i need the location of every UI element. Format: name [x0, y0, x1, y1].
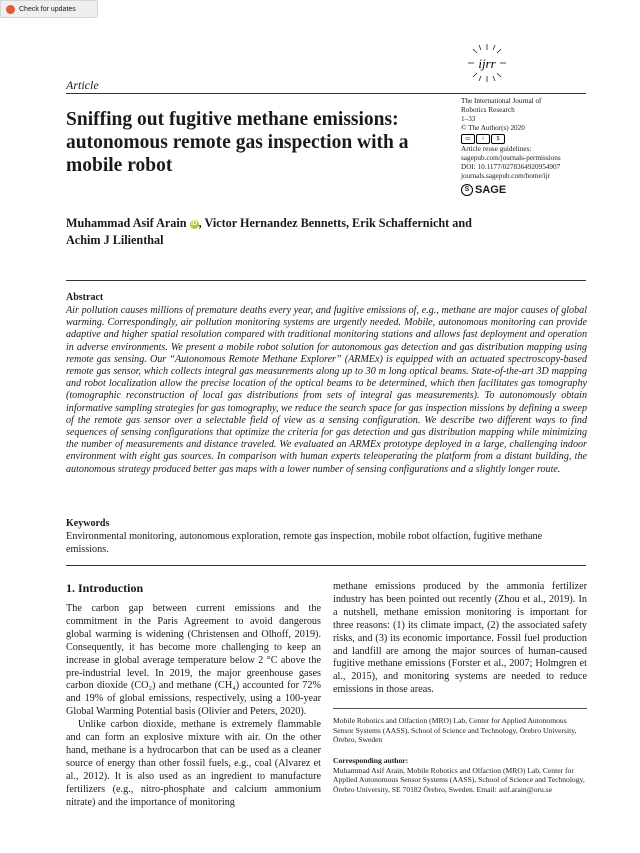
check-for-updates-label: Check for updates — [19, 5, 76, 13]
header-divider — [66, 93, 586, 94]
keywords-text: Environmental monitoring, autonomous exploration, remote gas inspection, mobile robot olfaction, fugitive methane emissions. — [66, 531, 543, 555]
abstract-text: Air pollution causes millions of premature deaths every year, and fugitive emissions of, e.g., methane are major causes of global warming. Correspondingly, air pollution monitoring systems are urgently needed. Mobile, autonomous monitoring can provide adaptive and higher spatial resolution compared with traditional monitoring stations and allows fast deployment and operation in adverse environments. We present a mobile robot solution for autonomous gas detection and gas distribution mapping using remote gas sensing. Our “Autonomous Remote Methane Explorer” (ARMEx) is equipped with an actuated spectroscopy-based remote gas sensor, which collects integral gas measurements along up to 30 m long optical beams. State-of-the-art 3D mapping and robot localization allow the precise location of the optical beams to be determined, which then facilitates gas tomography (tomographic reconstruction of local gas distributions from sets of integral gas measurements). To autonomously obtain informative sampling strategies for gas tomography, we reduce the search space for gas inspection missions by defining a sweep of the remote gas sensor over a selectable field of view as a sensing configuration. We describe two different ways to find sequences of sensing configurations that optimize the criteria for gas detection and gas distribution mapping while minimizing the number of measurements and distance traveled. We evaluated an ARMEx prototype deployed in a large, challenging indoor environment with eight gas sources. In comparison with human experts teleoperating the platform from a distant building, the autonomous strategy produced better gas maps with a lower number of sensing configurations and a slightly longer route. — [66, 305, 587, 475]
author-list — [66, 215, 516, 249]
corresponding-author-heading: Corresponding author: — [333, 756, 409, 765]
journal-url[interactable]: journals.sagepub.com/home/ijr — [461, 172, 551, 180]
intro-paragraph-1: The carbon gap between current emissions and the commitment in the Paris Agreement to avoid dangerous global warming is widening (Christensen and Olhoff, 2019). Consequently, it has become more challenging to keep an increase in global average temperature below 2 °C above the pre-industrial level. In 2019, the major greenhouse gases carbon dioxide (CO₂) and methane (CH₄) accounted for 72% and 19% of global emissions, respectively, using a 100-year Global Warming Potential basis (Olivier and Peters, 2020). — [66, 603, 321, 718]
publisher-name: SAGE — [475, 183, 507, 196]
journal-logo — [466, 42, 508, 84]
publisher-logo — [461, 184, 601, 196]
orcid-icon[interactable]: iD — [191, 220, 198, 227]
sage-icon: S — [461, 184, 473, 196]
doi[interactable]: DOI: 10.1177/0278364920954907 — [461, 163, 561, 171]
logo-text: ijrr — [478, 56, 496, 71]
keywords-heading: Keywords — [66, 518, 110, 529]
intro-paragraph-3: methane emissions produced by the ammonia fertilizer industry has been pointed out recently (Zhou et al., 2019). In a nutshell, methane emission monitoring is important for three reasons: (1) its climate impact, (2) the associated safety risks, and (3) its economic importance. Fossil fuel production and landfill are among the major sources of human-caused fugitive methane emissions (Forster et al., 2007; Holmgren et al., 2015), and monitoring systems are needed to reduce emissions in those areas. — [333, 581, 587, 696]
update-icon — [6, 5, 15, 14]
permissions-link[interactable]: sagepub.com/journals-permissions — [461, 154, 561, 162]
right-column — [333, 581, 587, 697]
left-column — [66, 603, 321, 810]
intro-paragraph-2: Unlike carbon dioxide, methane is extremely flammable and can form an explosive mixture with air. On the other hand, methane is a hydrocarbon that can be used as a cleaner source of energy than other fossil fuels, e.g., coal (Alvarez et al., 2012). It is also used as an ingredient to manufacture fertilizers (e.g., nitro-phosphate and calcium ammonium nitrate) and the importance of monitoring — [66, 719, 321, 808]
affiliation-footnote: Mobile Robotics and Olfaction (MRO) Lab, Center for Applied Autonomous Sensor Systems (AASS), School of Science and Technology, Örebro University, Örebro, Sweden — [333, 716, 577, 745]
corresponding-author-text: Muhammad Asif Arain, Mobile Robotics and Olfaction (MRO) Lab, Center for Applied Autonomous Sensor Systems (AASS), School of Science and Technology, Örebro University, SE 70182 Örebro, Sweden. Email: asif.arain@oru.se — [333, 765, 585, 794]
paper-title: Sniffing out fugitive methane emissions: autonomous remote gas inspection with a mobile robot — [66, 109, 409, 176]
journal-name-line1: The International Journal of — [461, 97, 542, 105]
article-type-label: Article — [66, 78, 99, 92]
author-rest: , Victor Hernandez Bennetts, Erik Schaffernicht and — [198, 216, 472, 230]
check-for-updates-button[interactable] — [0, 0, 98, 18]
reuse-guidelines-label: Article reuse guidelines: — [461, 145, 532, 153]
author-last-line: Achim J Lilienthal — [66, 233, 164, 247]
author-first[interactable]: Muhammad Asif Arain — [66, 216, 187, 230]
section-heading: 1. Introduction — [66, 581, 144, 595]
corresponding-author — [333, 756, 587, 794]
keywords-divider — [66, 565, 586, 566]
cc-license-icon: cc i $ — [461, 134, 601, 144]
authors-divider — [66, 280, 586, 281]
copyright: © The Author(s) 2020 — [461, 124, 525, 132]
journal-info — [461, 97, 601, 196]
page-range: 1–33 — [461, 115, 476, 123]
journal-name-line2: Robotics Research — [461, 106, 515, 114]
abstract-heading: Abstract — [66, 292, 104, 303]
footnote-divider — [333, 708, 587, 709]
